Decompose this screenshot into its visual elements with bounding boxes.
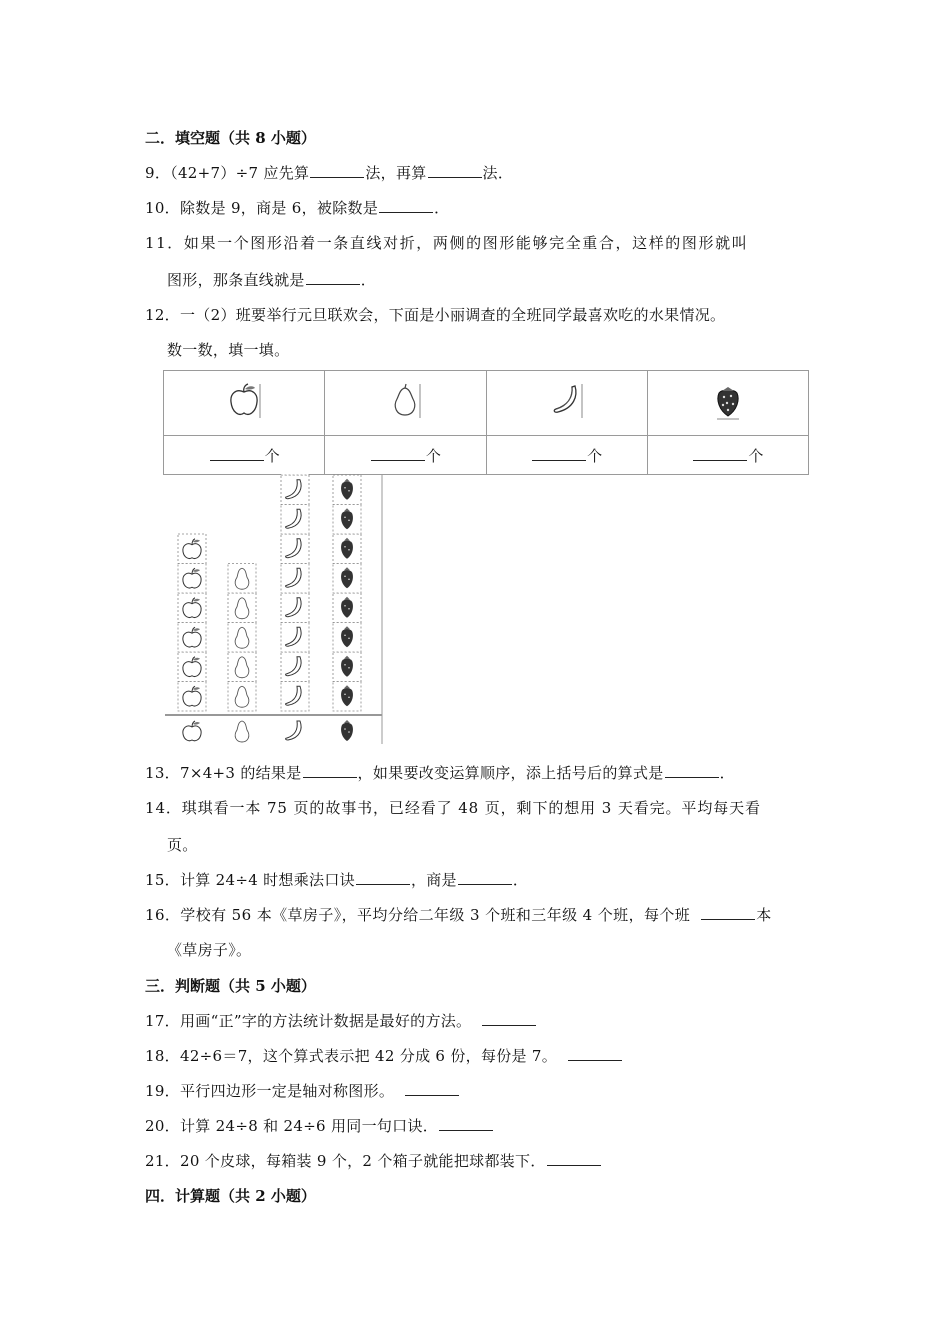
question-19: 19．平行四边形一定是轴对称图形。 xyxy=(145,1081,460,1101)
answer-blank[interactable] xyxy=(568,1046,622,1061)
banana-tally-box xyxy=(281,475,309,505)
answer-blank[interactable] xyxy=(458,870,512,885)
banana-tally-box xyxy=(281,474,309,475)
question-number: 9． xyxy=(145,164,171,182)
fruit-count-table xyxy=(163,370,809,475)
question-15: 15．计算 24÷4 时想乘法口诀 ，商是 ． xyxy=(145,871,529,889)
question-12: 12．一（2）班要举行元旦联欢会，下面是小丽调查的全班同学最喜欢吃的水果情况。 xyxy=(145,306,726,324)
question-18: 18．42÷6＝7，这个算式表示把 42 分成 6 份，每份是 7。 xyxy=(145,1046,623,1066)
answer-blank[interactable] xyxy=(428,163,482,178)
pear-cell xyxy=(325,371,486,436)
question-10: 10．除数是 9，商是 6，被除数是 ． xyxy=(145,199,450,217)
question-16: 16．学校有 56 本《草房子》，平均分给二年级 3 个班和三年级 4 个班，每个班 本 xyxy=(145,906,772,924)
answer-blank[interactable] xyxy=(532,446,586,461)
banana-label-icon xyxy=(286,721,301,740)
answer-blank[interactable] xyxy=(547,1151,601,1166)
banana-tally-box xyxy=(281,623,309,653)
answer-blank[interactable] xyxy=(303,763,357,778)
answer-blank[interactable] xyxy=(439,1116,493,1131)
answer-blank[interactable] xyxy=(371,446,425,461)
strawberry-cell xyxy=(647,371,808,436)
answer-blank[interactable] xyxy=(356,870,410,885)
answer-blank[interactable] xyxy=(405,1081,459,1096)
answer-blank[interactable] xyxy=(701,905,755,920)
banana-cell xyxy=(486,371,647,436)
strawberry-icon xyxy=(709,382,747,420)
banana-tally-box xyxy=(281,652,309,682)
apple-icon xyxy=(225,382,263,420)
question-21: 21．20 个皮球，每箱装 9 个，2 个箱子就能把球都装下． xyxy=(145,1151,602,1171)
answer-blank[interactable] xyxy=(665,763,719,778)
section-title-fill-in: 二．填空题（共 8 小题） xyxy=(145,129,316,147)
fruit-pictograph xyxy=(160,474,384,744)
answer-blank[interactable] xyxy=(379,198,433,213)
banana-tally-box xyxy=(281,593,309,623)
section-title-calculation: 四．计算题（共 2 小题） xyxy=(145,1187,316,1205)
banana-icon xyxy=(548,382,586,420)
banana-tally-box xyxy=(281,682,309,712)
banana-tally-box xyxy=(281,505,309,535)
answer-blank[interactable] xyxy=(306,270,360,285)
question-14-line2: 页。 xyxy=(167,836,198,854)
banana-tally-box xyxy=(281,564,309,594)
question-20: 20．计算 24÷8 和 24÷6 用同一句口诀． xyxy=(145,1116,494,1136)
answer-blank[interactable] xyxy=(693,446,747,461)
strawberry-count-cell: 个 xyxy=(647,436,808,475)
question-16-line2: 《草房子》。 xyxy=(167,941,252,959)
strawberry-label-icon xyxy=(341,720,353,741)
question-13: 13．7×4+3 的结果是 ，如果要改变运算顺序，添上括号后的算式是 ． xyxy=(145,764,735,782)
answer-blank[interactable] xyxy=(310,163,364,178)
answer-blank[interactable] xyxy=(482,1011,536,1026)
pear-label-icon xyxy=(235,721,249,742)
question-17: 17．用画“正”字的方法统计数据是最好的方法。 xyxy=(145,1011,537,1031)
pear-count-cell: 个 xyxy=(325,436,486,475)
question-11-line2: 图形，那条直线就是 ． xyxy=(167,271,377,289)
pear-icon xyxy=(386,382,424,420)
banana-count-cell: 个 xyxy=(486,436,647,475)
question-14: 14．琪琪看一本 75 页的故事书，已经看了 48 页，剩下的想用 3 天看完。平均每天看 xyxy=(145,799,761,817)
section-title-true-false: 三．判断题（共 5 小题） xyxy=(145,977,316,995)
question-11: 11．如果一个图形沿着一条直线对折，两侧的图形能够完全重合，这样的图形就叫 xyxy=(145,234,749,252)
answer-blank[interactable] xyxy=(210,446,264,461)
question-9: 9．（42+7）÷7 应先算 法，再算 法． xyxy=(145,164,514,182)
apple-count-cell: 个 xyxy=(164,436,325,475)
apple-cell xyxy=(164,371,325,436)
question-12-line2: 数一数，填一填。 xyxy=(167,341,290,359)
apple-label-icon xyxy=(183,721,201,741)
banana-tally-box xyxy=(281,534,309,564)
